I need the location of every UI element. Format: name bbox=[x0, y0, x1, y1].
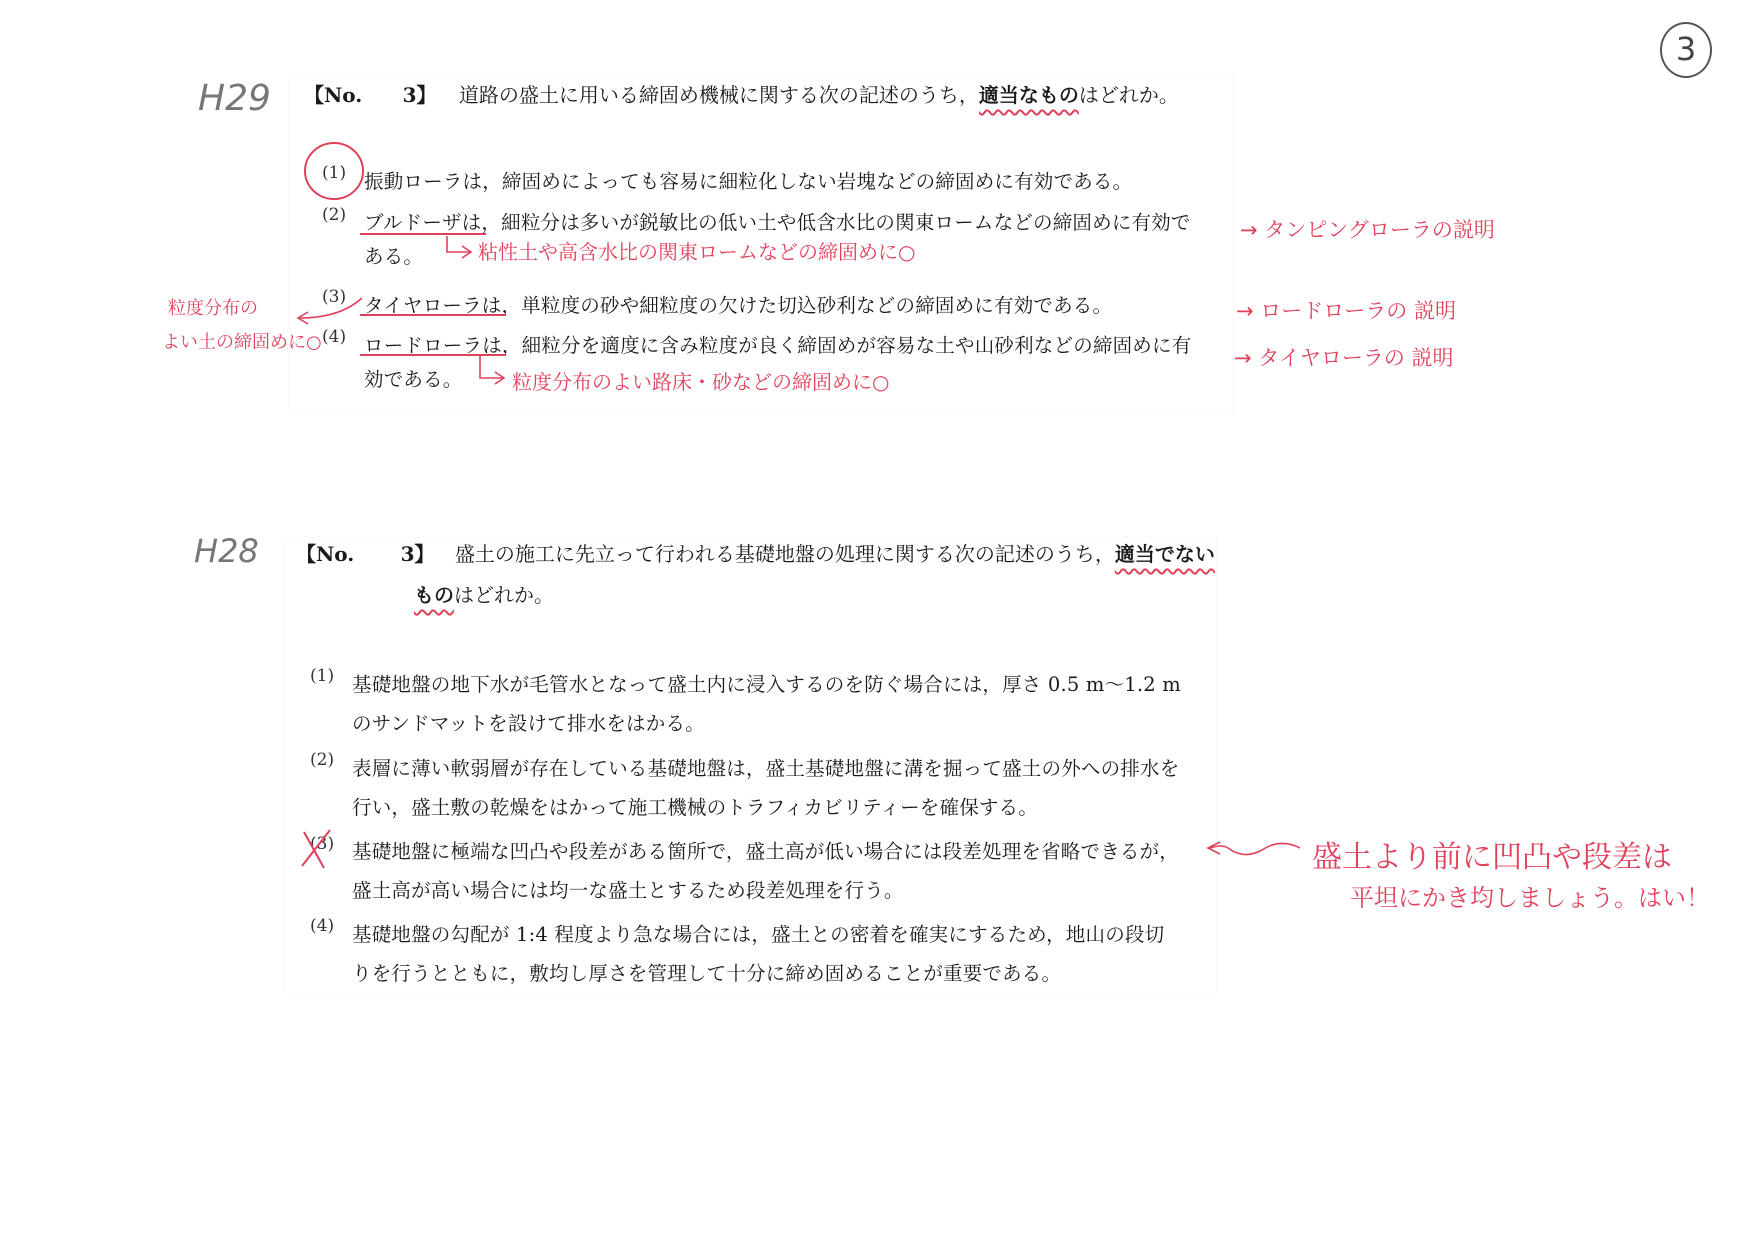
question-no-value: 3】 bbox=[400, 542, 435, 566]
question-h28-header-line2 bbox=[414, 578, 554, 612]
option-number: (3) bbox=[322, 287, 347, 307]
handwritten-note: 粒度分布の bbox=[168, 298, 258, 319]
handwritten-note: 平坦にかき均しましょう。はい！ bbox=[1350, 884, 1710, 912]
handwritten-note: → ロードローラの 説明 bbox=[1236, 299, 1456, 323]
option-4-line-1: ロードローラは，細粒分を適度に含み粒度が良く締固めが容易な土や山砂利などの締固めに有 bbox=[364, 334, 1192, 357]
question-no-label: 【No. bbox=[296, 542, 355, 566]
handwritten-note: 粘性土や高含水比の関東ロームなどの締固めに○ bbox=[478, 240, 916, 264]
question-h29-header bbox=[304, 78, 1179, 112]
option-number: (2) bbox=[310, 750, 335, 770]
handwritten-note: 盛土より前に凹凸や段差は bbox=[1312, 840, 1672, 875]
handwritten-note: → タンピングローラの説明 bbox=[1240, 218, 1495, 242]
option-3-line-1: 基礎地盤に極端な凹凸や段差がある箇所で，盛土高が低い場合には段差処理を省略できるが， bbox=[352, 840, 1180, 863]
option-number: (4) bbox=[310, 916, 335, 936]
question-h28-header bbox=[296, 537, 1215, 571]
option-number: (3) bbox=[310, 834, 335, 854]
option-number: (4) bbox=[322, 327, 347, 347]
option-3-line-2: 盛土高が高い場合には均一な盛土とするため段差処理を行う。 bbox=[352, 879, 904, 902]
question-text-a: 道路の盛土に用いる締固め機械に関する次の記述のうち， bbox=[458, 83, 979, 107]
option-1-line-1: 基礎地盤の地下水が毛管水となって盛土内に浸入するのを防ぐ場合には，厚さ 0.5 m〜1.2 m bbox=[352, 673, 1182, 696]
option-4-line-2: 効である。 bbox=[364, 368, 463, 391]
option-number: (1) bbox=[310, 666, 335, 686]
handwritten-note: よい土の締固めに○ bbox=[162, 332, 322, 353]
option-4-line-1: 基礎地盤の勾配が 1:4 程度より急な場合には，盛土との密着を確実にするため，地山の段切 bbox=[352, 923, 1165, 946]
page-number-mark: 3 bbox=[1660, 22, 1712, 78]
question-emphasis: 適当なもの bbox=[978, 83, 1079, 107]
option-3-line-1: タイヤローラは，単粒度の砂や細粒度の欠けた切込砂利などの締固めに有効である。 bbox=[364, 294, 1113, 317]
option-2-line-1: ブルドーザは，細粒分は多いが鋭敏比の低い土や低含水比の関東ロームなどの締固めに有効で bbox=[364, 211, 1191, 234]
question-text-a: 盛土の施工に先立って行われる基礎地盤の処理に関する次の記述のうち， bbox=[454, 542, 1115, 566]
option-2-line-2: ある。 bbox=[364, 245, 424, 268]
option-number: (2) bbox=[322, 205, 347, 225]
option-1-line-2: のサンドマットを設けて排水をはかる。 bbox=[352, 712, 705, 735]
question-emphasis: 適当でない bbox=[1114, 542, 1215, 566]
question-emphasis: もの bbox=[414, 583, 454, 607]
option-4-line-2: りを行うとともに，敷均し厚さを管理して十分に締め固めることが重要である。 bbox=[352, 962, 1062, 985]
option-2-line-2: 行い，盛土敷の乾燥をはかって施工機械のトラフィカビリティーを確保する。 bbox=[352, 796, 1038, 819]
underline-mark bbox=[360, 314, 506, 316]
question-no-value: 3】 bbox=[402, 83, 437, 107]
underline-mark bbox=[360, 233, 486, 235]
arrow-mark bbox=[1210, 843, 1300, 854]
year-label-h29: H29 bbox=[198, 78, 271, 119]
handwritten-note: → タイヤローラの 説明 bbox=[1234, 346, 1454, 370]
year-label-h28: H28 bbox=[194, 532, 259, 570]
question-text-b: はどれか。 bbox=[1078, 83, 1179, 107]
underline-mark bbox=[360, 354, 506, 356]
option-1-line-1: 振動ローラは，締固めによっても容易に細粒化しない岩塊などの締固めに有効である。 bbox=[364, 170, 1133, 193]
handwritten-note: 粒度分布のよい路床・砂などの締固めに○ bbox=[512, 370, 890, 394]
question-no-label: 【No. bbox=[304, 83, 363, 107]
question-text-b: はどれか。 bbox=[454, 583, 554, 607]
option-2-line-1: 表層に薄い軟弱層が存在している基礎地盤は，盛土基礎地盤に溝を掘って盛土の外への排水を bbox=[352, 757, 1180, 780]
option-number: (1) bbox=[322, 163, 347, 183]
